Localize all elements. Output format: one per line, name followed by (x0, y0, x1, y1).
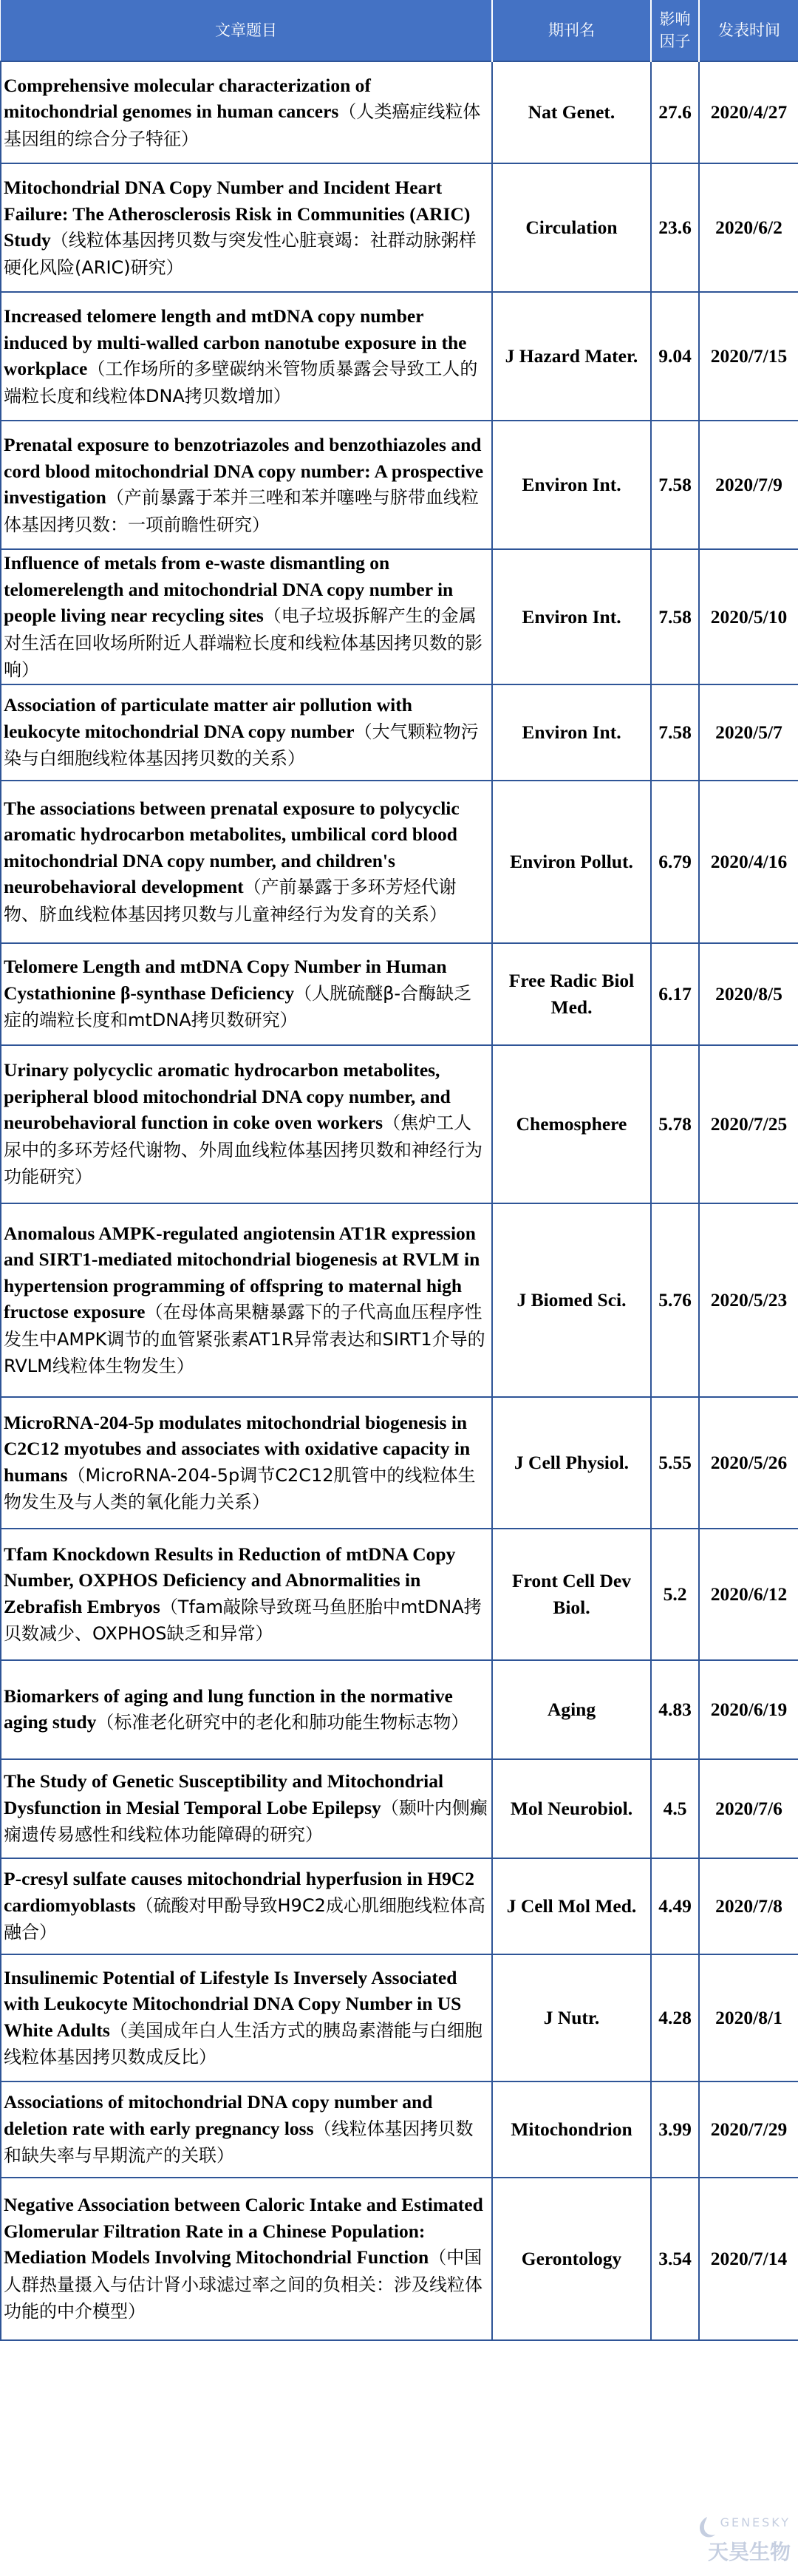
article-title (1, 684, 492, 781)
impact-factor: 9.04 (651, 292, 699, 421)
table-row (1, 1759, 798, 1858)
publish-date: 2020/5/10 (699, 549, 798, 684)
article-title-cn: （中国人群热量摄入与估计肾小球滤过率之间的负相关：涉及线粒体功能的中介模型） (4, 2247, 482, 2322)
impact-factor: 4.49 (651, 1858, 699, 1954)
table-row (1, 1660, 798, 1759)
publish-date: 2020/7/15 (699, 292, 798, 421)
impact-factor: 5.76 (651, 1203, 699, 1397)
publish-date: 2020/7/25 (699, 1045, 798, 1203)
article-title-en: Comprehensive molecular characterization of mitochondrial genomes in human cancers (4, 74, 371, 123)
impact-factor: 23.6 (651, 163, 699, 292)
impact-factor: 3.99 (651, 2081, 699, 2178)
article-title (1, 1759, 492, 1858)
impact-factor: 5.78 (651, 1045, 699, 1203)
table-row (1, 2081, 798, 2178)
impact-factor: 4.83 (651, 1660, 699, 1759)
journal-name: J Hazard Mater. (492, 292, 651, 421)
journal-name: J Cell Physiol. (492, 1397, 651, 1529)
journal-name: Mol Neurobiol. (492, 1759, 651, 1858)
journal-name: Nat Genet. (492, 61, 651, 163)
table-row (1, 549, 798, 684)
watermark-en: GENESKY (720, 2515, 791, 2529)
article-title-en: Increased telomere length and mtDNA copy number induced by multi-walled carbon nanotube exposure in the workplace (4, 305, 467, 379)
journal-name: J Biomed Sci. (492, 1203, 651, 1397)
article-title-cn: （产前暴露于苯并三唑和苯并噻唑与脐带血线粒体基因拷贝数：一项前瞻性研究） (4, 487, 479, 535)
publish-date: 2020/7/14 (699, 2178, 798, 2340)
article-title-en: Negative Association between Caloric Intake and Estimated Glomerular Filtration Rate in a Chinese Population: Mediation Models Involving Mitochondrial Function (4, 2194, 483, 2269)
publish-date: 2020/8/5 (699, 943, 798, 1045)
impact-factor: 7.58 (651, 684, 699, 781)
publish-date: 2020/4/27 (699, 61, 798, 163)
table-row (1, 1203, 798, 1397)
journal-name: Environ Pollut. (492, 781, 651, 943)
journal-name: Environ Int. (492, 421, 651, 549)
article-title-cn: （大气颗粒物污染与白细胞线粒体基因拷贝数的关系） (4, 721, 479, 769)
article-title-cn: （人类癌症线粒体基因组的综合分子特征） (4, 101, 481, 149)
table-row (1, 684, 798, 781)
article-title-cn: （Tfam敲除导致斑马鱼胚胎中mtDNA拷贝数减少、OXPHOS缺乏和异常） (4, 1596, 482, 1644)
journal-name: Environ Int. (492, 684, 651, 781)
publish-date: 2020/7/9 (699, 421, 798, 549)
header-date: 发表时间 (699, 0, 798, 61)
publish-date: 2020/5/23 (699, 1203, 798, 1397)
impact-factor: 7.58 (651, 549, 699, 684)
publish-date: 2020/6/19 (699, 1660, 798, 1759)
article-title-cn: （线粒体基因拷贝数与突发性心脏衰竭：社群动脉粥样硬化风险(ARIC)研究） (4, 230, 477, 278)
table-row (1, 1954, 798, 2081)
table-body (1, 61, 798, 2340)
article-title (1, 549, 492, 684)
table-row (1, 1397, 798, 1529)
article-title (1, 1045, 492, 1203)
table-header (1, 0, 798, 61)
article-title-cn: （人胱硫醚β-合酶缺乏症的端粒长度和mtDNA拷贝数研究） (4, 982, 472, 1031)
journal-name: Mitochondrion (492, 2081, 651, 2178)
article-title (1, 292, 492, 421)
article-title (1, 61, 492, 163)
article-title (1, 1529, 492, 1660)
article-title-en: Insulinemic Potential of Lifestyle Is Inversely Associated with Leukocyte Mitochondrial DNA Copy Number in US White Adults (4, 1966, 462, 2041)
header-impact-factor (651, 0, 699, 61)
publish-date: 2020/8/1 (699, 1954, 798, 2081)
article-title-cn: （MicroRNA-204-5p调节C2C12肌管中的线粒体生物发生及与人类的氧化能力关系） (4, 1464, 476, 1512)
impact-factor: 4.5 (651, 1759, 699, 1858)
article-title-en: Biomarkers of aging and lung function in the normative aging study (4, 1685, 453, 1733)
table-row (1, 163, 798, 292)
article-title-en: Anomalous AMPK-regulated angiotensin AT1R expression and SIRT1-mediated mitochondrial biogenesis at RVLM in hypertension programming of offspring to maternal high fructose exposure (4, 1222, 480, 1322)
publish-date: 2020/7/29 (699, 2081, 798, 2178)
article-title-cn: （线粒体基因拷贝数和缺失率与早期流产的关联） (4, 2118, 474, 2167)
genesky-watermark (695, 2512, 791, 2572)
article-title (1, 1954, 492, 2081)
impact-factor: 5.2 (651, 1529, 699, 1660)
header-journal: 期刊名 (492, 0, 651, 61)
article-title (1, 1203, 492, 1397)
table-row (1, 1045, 798, 1203)
article-title-en: Prenatal exposure to benzotriazoles and benzothiazoles and cord blood mitochondrial DNA copy number: A prospective investigation (4, 434, 484, 508)
table-row (1, 421, 798, 549)
article-title-cn: （美国成年白人生活方式的胰岛素潜能与白细胞线粒体基因拷贝数成反比） (4, 2019, 482, 2067)
journal-name: Circulation (492, 163, 651, 292)
impact-factor: 5.55 (651, 1397, 699, 1529)
article-title (1, 1858, 492, 1954)
table-row (1, 943, 798, 1045)
watermark-cn: 天昊生物 (707, 2540, 791, 2564)
article-title-en: Association of particulate matter air pollution with leukocyte mitochondrial DNA copy number (4, 694, 412, 742)
table-row (1, 1858, 798, 1954)
impact-factor: 27.6 (651, 61, 699, 163)
impact-factor: 4.28 (651, 1954, 699, 2081)
article-title-en: Associations of mitochondrial DNA copy number and deletion rate with early pregnancy loss (4, 2091, 433, 2139)
article-title (1, 1397, 492, 1529)
article-title-cn: （产前暴露于多环芳烃代谢物、脐血线粒体基因拷贝数与儿童神经行为发育的关系） (4, 877, 457, 925)
impact-factor: 3.54 (651, 2178, 699, 2340)
article-title-en: Influence of metals from e-waste dismantling on telomerelength and mitochondrial DNA copy number in people living near recycling sites (4, 552, 454, 626)
publish-date: 2020/5/26 (699, 1397, 798, 1529)
header-row (1, 0, 798, 61)
journal-name: Gerontology (492, 2178, 651, 2340)
header-impact-line2: 因子 (659, 33, 691, 50)
publish-date: 2020/6/2 (699, 163, 798, 292)
article-title-en: The Study of Genetic Susceptibility and Mitochondrial Dysfunction in Mesial Temporal Lobe Epilepsy (4, 1770, 444, 1818)
article-title-cn: （电子垃圾拆解产生的金属对生活在回收场所附近人群端粒长度和线粒体基因拷贝数的影响） (4, 605, 482, 680)
article-title-cn: （焦炉工人尿中的多环芳烃代谢物、外周血线粒体基因拷贝数和神经行为功能研究） (4, 1112, 482, 1188)
table-row (1, 1529, 798, 1660)
article-title-cn: （标准老化研究中的老化和肺功能生物标志物） (96, 1712, 469, 1733)
publish-date: 2020/5/7 (699, 684, 798, 781)
article-title-cn: （在母体高果糖暴露下的子代高血压程序性发生中AMPK调节的血管紧张素AT1R异常表达和SIRT1介导的RVLM线粒体生物发生） (4, 1302, 485, 1376)
article-title (1, 421, 492, 549)
article-title-en: The associations between prenatal exposure to polycyclic aromatic hydrocarbon metabolites, umbilical cord blood mitochondrial DNA copy number, and children's neurobehavioral development (4, 797, 460, 898)
table-row (1, 292, 798, 421)
header-impact-line1: 影响 (659, 10, 691, 28)
article-title-cn: （工作场所的多壁碳纳米管物质暴露会导致工人的端粒长度和线粒体DNA拷贝数增加） (4, 358, 478, 407)
article-title (1, 1660, 492, 1759)
article-title-en: Urinary polycyclic aromatic hydrocarbon metabolites, peripheral blood mitochondrial DNA copy number, and neurobehavioral function in coke oven workers (4, 1059, 451, 1134)
article-title-cn: （颞叶内侧癫痫遗传易感性和线粒体功能障碍的研究） (4, 1797, 488, 1846)
journal-name: J Cell Mol Med. (492, 1858, 651, 1954)
journal-name: Chemosphere (492, 1045, 651, 1203)
publish-date: 2020/7/6 (699, 1759, 798, 1858)
table-row (1, 2178, 798, 2340)
publish-date: 2020/7/8 (699, 1858, 798, 1954)
header-title: 文章题目 (1, 0, 492, 61)
article-title (1, 2178, 492, 2340)
article-title (1, 943, 492, 1045)
article-title (1, 2081, 492, 2178)
journal-name: Free Radic Biol Med. (492, 943, 651, 1045)
publish-date: 2020/6/12 (699, 1529, 798, 1660)
article-title-en: Mitochondrial DNA Copy Number and Incident Heart Failure: The Atherosclerosis Risk in Communities (ARIC) Study (4, 177, 471, 251)
journal-name: Aging (492, 1660, 651, 1759)
journal-name: J Nutr. (492, 1954, 651, 2081)
article-title-en: MicroRNA-204-5p modulates mitochondrial biogenesis in C2C12 myotubes and associates with oxidative capacity in humans (4, 1411, 471, 1486)
impact-factor: 7.58 (651, 421, 699, 549)
impact-factor: 6.17 (651, 943, 699, 1045)
table-row (1, 781, 798, 943)
article-title-en: Telomere Length and mtDNA Copy Number in Human Cystathionine β-synthase Deficiency (4, 956, 447, 1004)
journal-name: Environ Int. (492, 549, 651, 684)
article-title (1, 781, 492, 943)
impact-factor: 6.79 (651, 781, 699, 943)
table-row (1, 61, 798, 163)
article-title (1, 163, 492, 292)
article-title-en: P-cresyl sulfate causes mitochondrial hyperfusion in H9C2 cardiomyoblasts (4, 1868, 475, 1916)
journal-name: Front Cell Dev Biol. (492, 1529, 651, 1660)
publish-date: 2020/4/16 (699, 781, 798, 943)
article-title-en: Tfam Knockdown Results in Reduction of mtDNA Copy Number, OXPHOS Deficiency and Abnormalities in Zebrafish Embryos (4, 1543, 456, 1617)
article-title-cn: （硫酸对甲酚导致H9C2成心肌细胞线粒体高融合） (4, 1894, 485, 1943)
